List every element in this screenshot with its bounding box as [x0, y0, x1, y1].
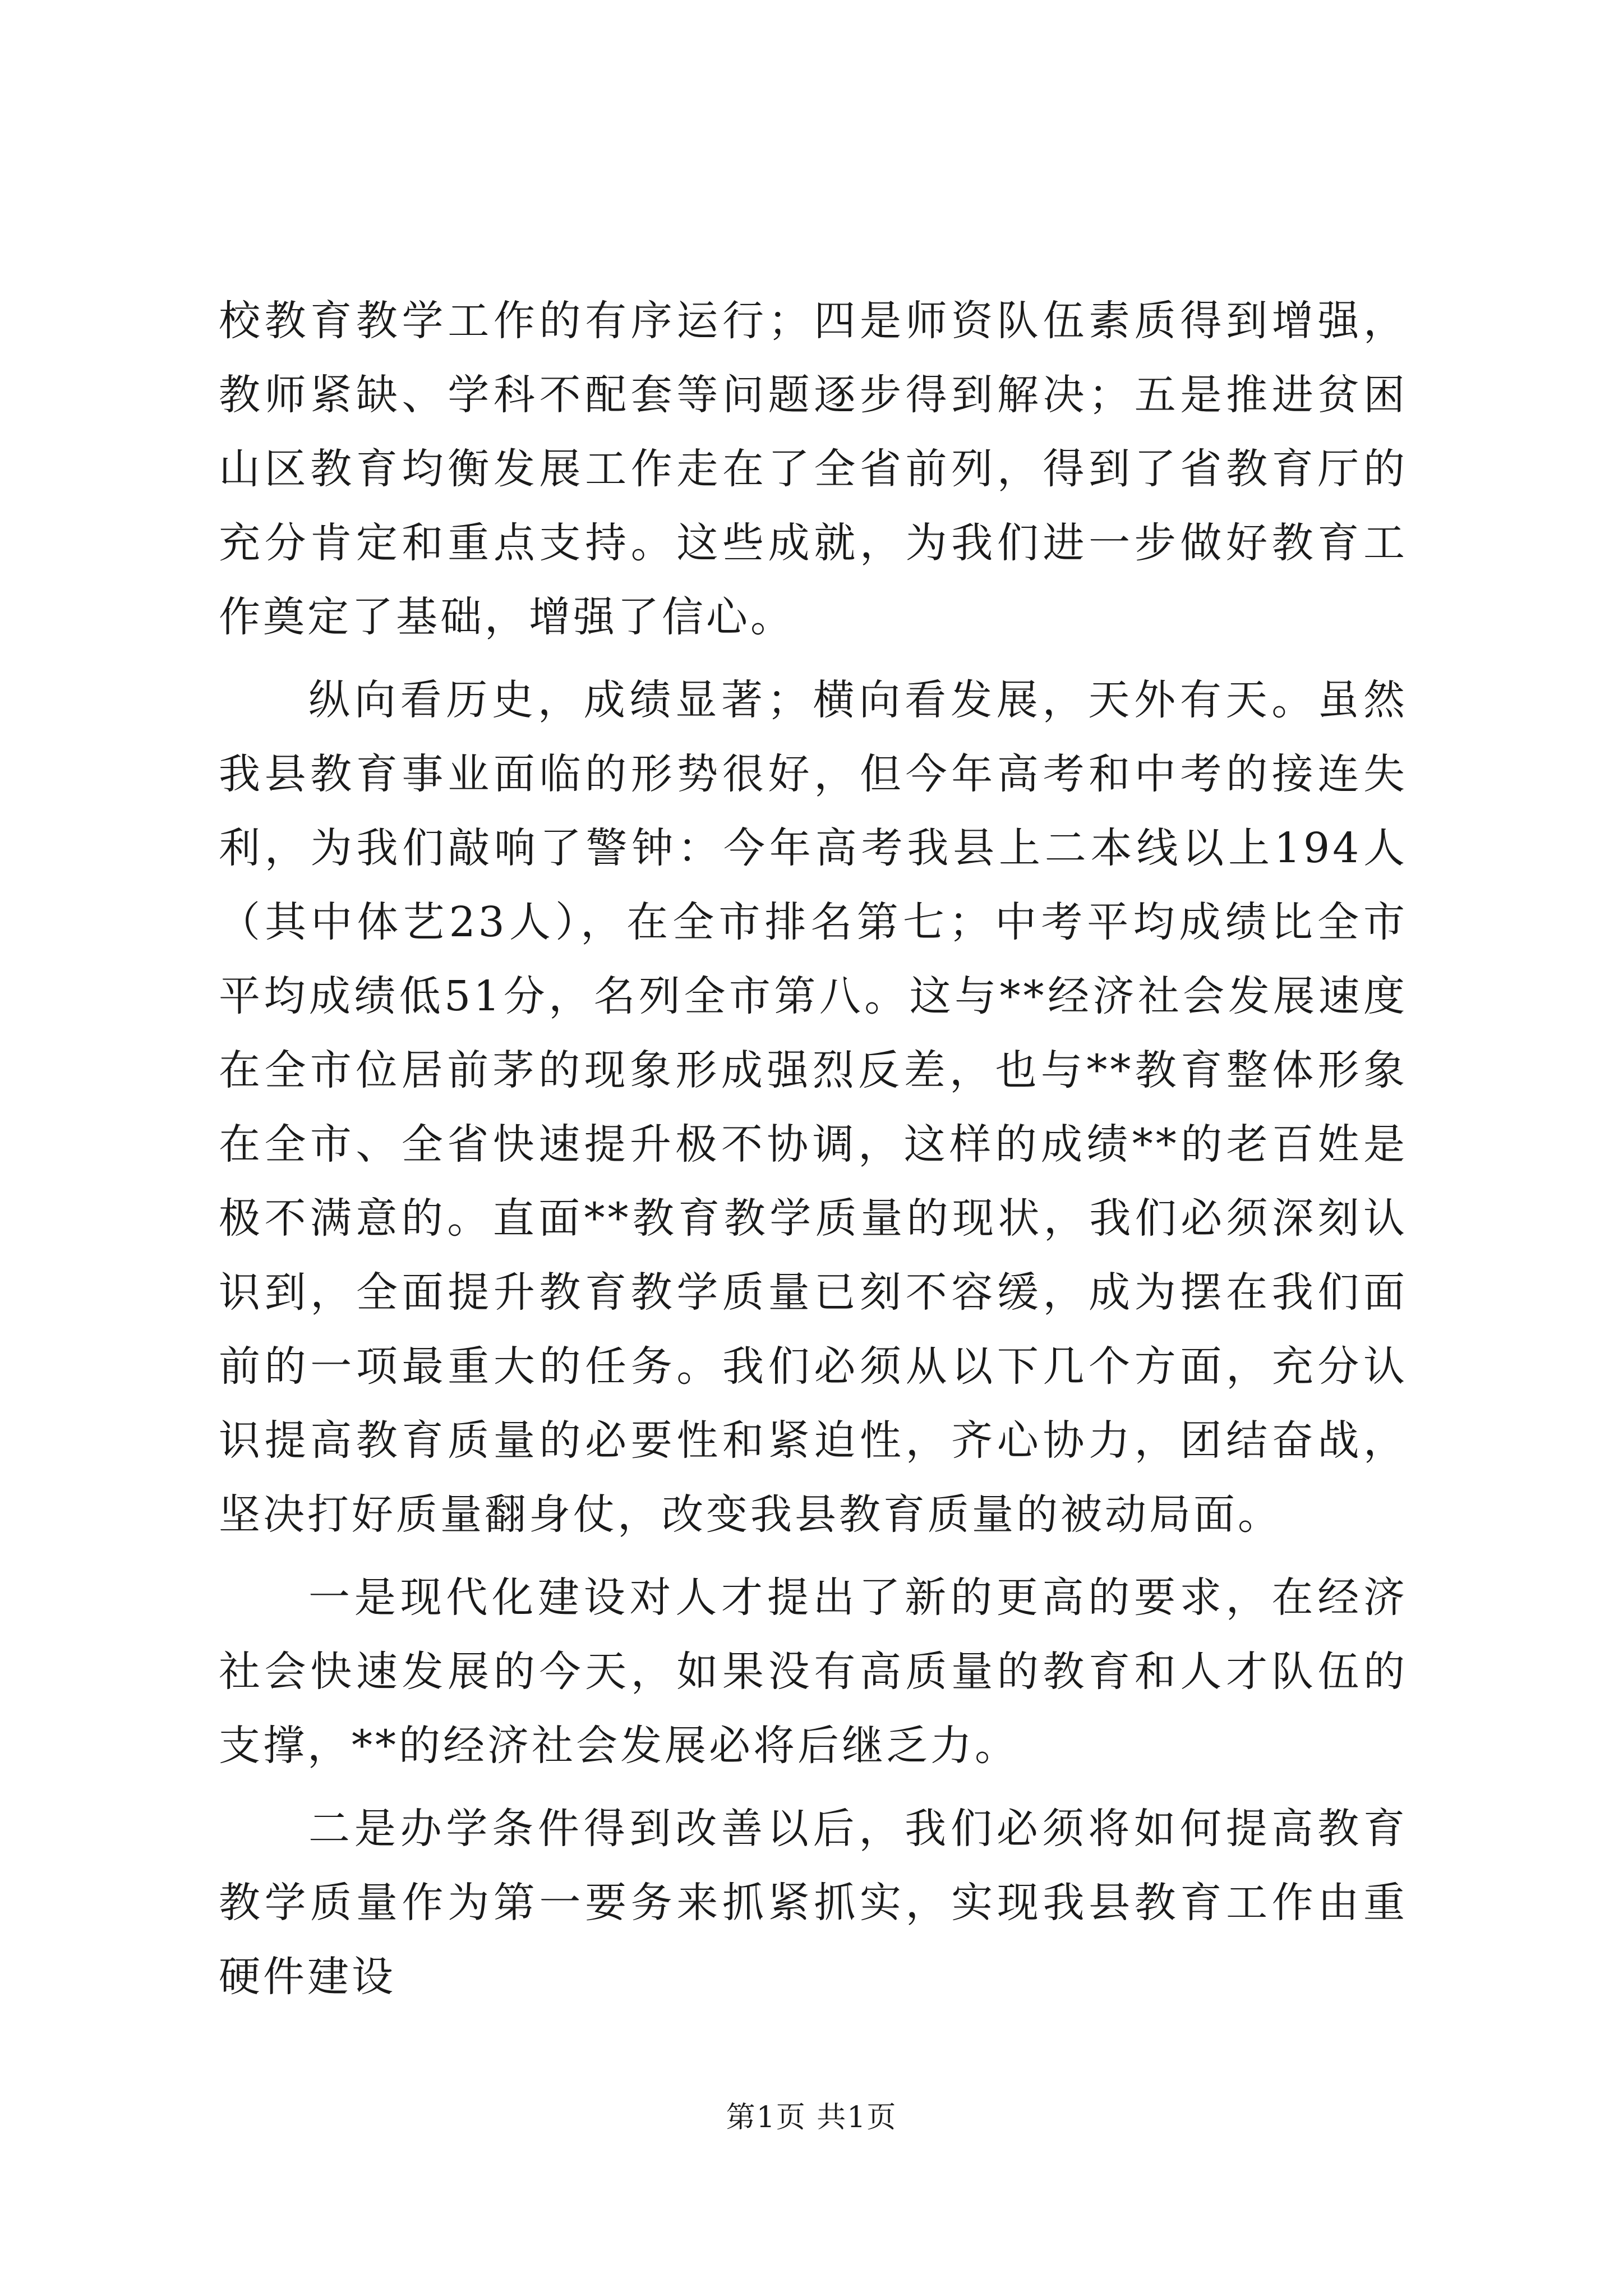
page-number-footer: 第1页 共1页 — [726, 2101, 897, 2134]
paragraph-point-one: 一是现代化建设对人才提出了新的更高的要求，在经济社会快速发展的今天，如果没有高质量的教育和人才队伍的支撑，**的经济社会发展必将后继乏力。 — [219, 1573, 1408, 1770]
paragraph-history-comparison: 纵向看历史，成绩显著；横向看发展，天外有天。虽然我县教育事业面临的形势很好，但今年高考和中考的接连失利，为我们敲响了警钟：今年高考我县上二本线以上194人（其中体艺23人），在全市排名第七；中考平均成绩比全市平均成绩低51分，名列全市第八。这与**经济社会发展速度在全市位居前茅的现象形成强烈反差，也与**教育整体形象在全市、全省快速提升极不协调，这样的成绩**的老百姓是极不满意的。直面**教育教学质量的现状，我们必须深刻认识到，全面提升教育教学质量已刻不容缓，成为摆在我们面前的一项最重大的任务。我们必须从以下几个方面，充分认识提高教育质量的必要性和紧迫性，齐心协力，团结奋战，坚决打好质量翻身仗，改变我县教育质量的被动局面。 — [219, 676, 1408, 1539]
document-body — [219, 284, 1408, 2014]
paragraph-point-two: 二是办学条件得到改善以后，我们必须将如何提高教育教学质量作为第一要务来抓紧抓实，实现我县教育工作由重硬件建设 — [219, 1805, 1408, 2001]
paragraph-continuation: 校教育教学工作的有序运行；四是师资队伍素质得到增强，教师紧缺、学科不配套等问题逐步得到解决；五是推进贫困山区教育均衡发展工作走在了全省前列，得到了省教育厅的充分肯定和重点支持。这些成就，为我们进一步做好教育工作奠定了基础，增强了信心。 — [219, 297, 1408, 641]
